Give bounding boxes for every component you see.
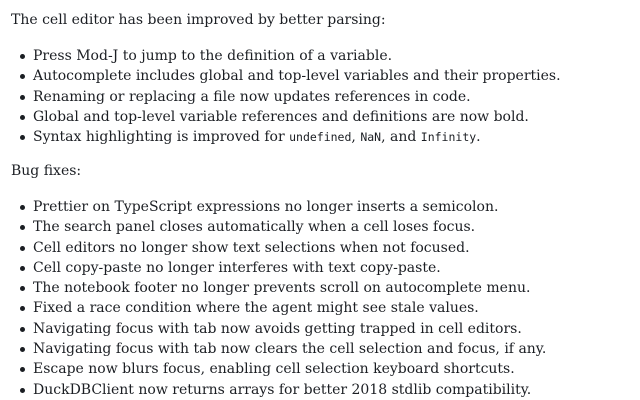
syntax-prefix: Syntax highlighting is improved for	[33, 129, 290, 146]
list-item: Cell copy-paste no longer interferes with text copy-paste.	[11, 258, 546, 278]
list-item: Autocomplete includes global and top-level variables and their properties.	[11, 66, 561, 86]
list-item: Fixed a race condition where the agent might see stale values.	[11, 298, 546, 318]
bugfix-heading: Bug fixes:	[11, 163, 82, 179]
syntax-sep-2: , and	[381, 129, 421, 146]
intro-paragraph: The cell editor has been improved by better parsing:	[11, 12, 386, 28]
list-item: Navigating focus with tab now avoids getting trapped in cell editors.	[11, 319, 546, 339]
code-infinity: Infinity	[420, 130, 477, 145]
bugfix-list	[11, 197, 546, 400]
code-nan: NaN	[360, 130, 382, 145]
syntax-suffix: .	[476, 129, 481, 146]
code-undefined: undefined	[289, 130, 352, 145]
list-item-syntax	[11, 127, 561, 147]
syntax-sep-1: ,	[351, 129, 361, 146]
list-item: The notebook footer no longer prevents scroll on autocomplete menu.	[11, 278, 546, 298]
list-item: Renaming or replacing a file now updates references in code.	[11, 87, 561, 107]
list-item: Escape now blurs focus, enabling cell selection keyboard shortcuts.	[11, 359, 546, 379]
list-item: DuckDBClient now returns arrays for better 2018 stdlib compatibility.	[11, 380, 546, 400]
list-item: Navigating focus with tab now clears the cell selection and focus, if any.	[11, 339, 546, 359]
list-item: Cell editors no longer show text selections when not focused.	[11, 238, 546, 258]
improvements-list	[11, 46, 561, 147]
list-item: The search panel closes automatically when a cell loses focus.	[11, 217, 546, 237]
list-item: Prettier on TypeScript expressions no longer inserts a semicolon.	[11, 197, 546, 217]
list-item: Global and top-level variable references and definitions are now bold.	[11, 107, 561, 127]
list-item: Press Mod-J to jump to the definition of a variable.	[11, 46, 561, 66]
